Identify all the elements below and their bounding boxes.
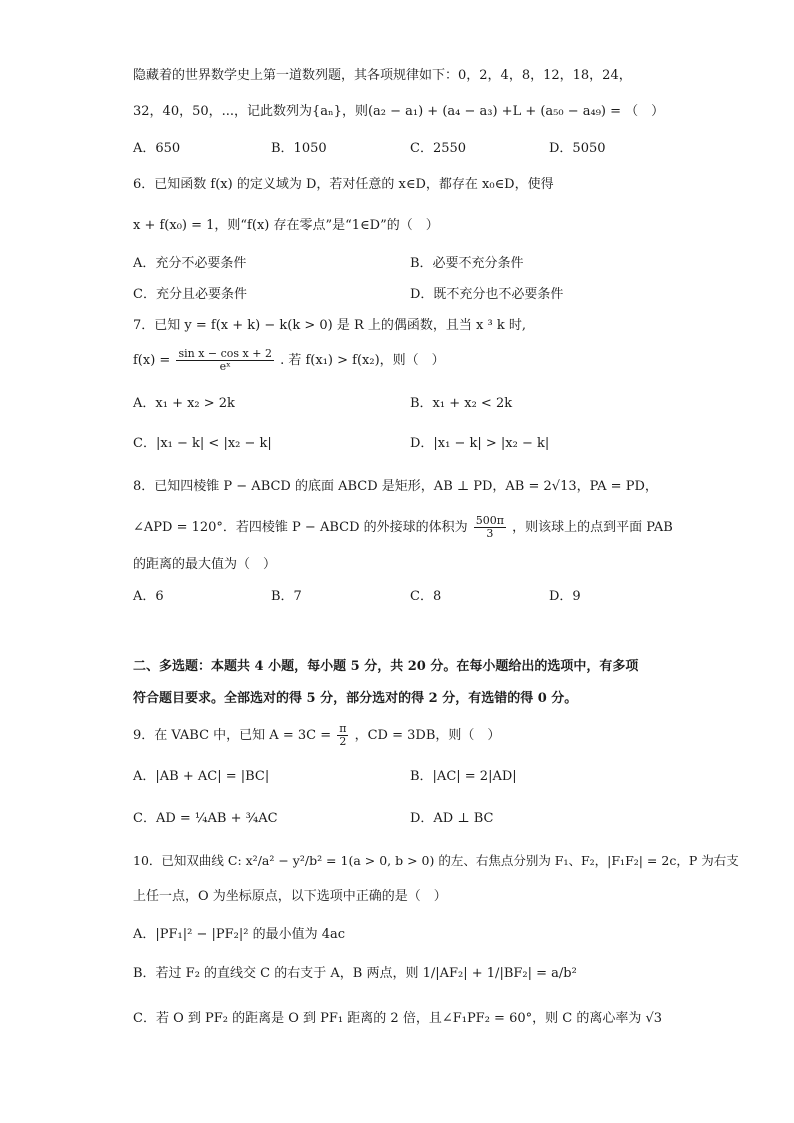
q7-option-c: C．|x₁ − k| < |x₂ − k| bbox=[133, 436, 272, 451]
q8-stem-suffix: ，则该球上的点到平面 PAB bbox=[512, 520, 673, 535]
q7-condition: . 若 f(x₁) > f(x₂)，则（ ） bbox=[280, 353, 445, 368]
q7-stem-line2 bbox=[133, 348, 445, 374]
section2-header-line1: 二、多选题：本题共 4 小题，每小题 5 分，共 20 分。在每小题给出的选项中，有多项 bbox=[133, 659, 639, 674]
q9-option-b: B．|AC| = 2|AD| bbox=[410, 769, 517, 784]
q6-stem-line2: x + f(x₀) = 1，则“f(x) 存在零点”是“1∈D”的（ ） bbox=[133, 218, 439, 233]
q8-option-d: D．9 bbox=[549, 589, 581, 604]
q7-fraction bbox=[176, 348, 274, 373]
q9-fraction bbox=[337, 723, 348, 748]
q8-fraction-denominator: 3 bbox=[486, 527, 494, 540]
q6-option-b: B．必要不充分条件 bbox=[410, 256, 524, 271]
q6-option-d: D．既不充分也不必要条件 bbox=[410, 287, 564, 302]
q7-option-a: A．x₁ + x₂ > 2k bbox=[133, 396, 235, 411]
q5-option-a: A．650 bbox=[133, 141, 181, 156]
q8-stem-line2 bbox=[133, 513, 673, 543]
q7-fraction-numerator: sin x − cos x + 2 bbox=[178, 347, 272, 360]
q7-option-d: D．|x₁ − k| > |x₂ − k| bbox=[410, 436, 550, 451]
q9-stem-prefix: 9．在 VABC 中，已知 A = 3C = bbox=[133, 728, 332, 743]
q8-option-a: A．6 bbox=[133, 589, 164, 604]
q10-stem-line2: 上任一点，O 为坐标原点，以下选项中正确的是（ ） bbox=[133, 889, 447, 904]
q8-stem-line1: 8．已知四棱锥 P − ABCD 的底面 ABCD 是矩形，AB ⊥ PD，AB = 2√13，PA = PD， bbox=[133, 479, 658, 494]
q5-stem-line1: 隐藏着的世界数学史上第一道数列题，其各项规律如下：0，2，4，8，12，18，24， bbox=[133, 68, 632, 83]
q8-option-b: B．7 bbox=[271, 589, 302, 604]
q9-option-c: C．AD = ¼AB + ¾AC bbox=[133, 811, 278, 826]
q10-stem-line1: 10．已知双曲线 C: x²/a² − y²/b² = 1(a > 0, b > 0) 的左、右焦点分别为 F₁、F₂，|F₁F₂| = 2c，P 为右支 bbox=[133, 853, 739, 868]
q6-option-c: C．充分且必要条件 bbox=[133, 287, 247, 302]
q9-stem-suffix: ，CD = 3DB，则（ ） bbox=[354, 728, 501, 743]
q5-option-b: B．1050 bbox=[271, 141, 327, 156]
q8-option-c: C．8 bbox=[410, 589, 442, 604]
q7-stem-line1: 7．已知 y = f(x + k) − k(k > 0) 是 R 上的偶函数，且当 x ³ k 时, bbox=[133, 318, 526, 333]
q6-stem-line1: 6．已知函数 f(x) 的定义域为 D，若对任意的 x∈D，都存在 x₀∈D，使得 bbox=[133, 177, 554, 192]
q6-option-a: A．充分不必要条件 bbox=[133, 256, 247, 271]
q7-fx-label: f(x) = bbox=[133, 353, 171, 368]
q10-option-b: B．若过 F₂ 的直线交 C 的右支于 A，B 两点，则 1/|AF₂| + 1/|BF₂| = a/b² bbox=[133, 966, 577, 981]
q5-option-d: D．5050 bbox=[549, 141, 606, 156]
q8-stem-line3: 的距离的最大值为（ ） bbox=[133, 557, 277, 572]
q9-fraction-numerator: π bbox=[339, 722, 347, 735]
q9-option-d: D．AD ⊥ BC bbox=[410, 811, 494, 826]
q5-option-c: C．2550 bbox=[410, 141, 467, 156]
q8-fraction-numerator: 500π bbox=[475, 514, 505, 527]
section2-header-line2: 符合题目要求。全部选对的得 5 分，部分选对的得 2 分，有选错的得 0 分。 bbox=[133, 691, 578, 706]
q10-option-a: A．|PF₁|² − |PF₂|² 的最小值为 4ac bbox=[133, 927, 346, 942]
q9-stem-line1 bbox=[133, 722, 500, 750]
q9-option-a: A．|AB + AC| = |BC| bbox=[133, 769, 270, 784]
q5-stem-line2: 32，40，50，...，记此数列为{aₙ}，则(a₂ − a₁) + (a₄ − a₃) +L + (a₅₀ − a₄₉) = （ ） bbox=[133, 104, 665, 119]
q8-fraction bbox=[474, 515, 506, 540]
q7-option-b: B．x₁ + x₂ < 2k bbox=[410, 396, 513, 411]
q8-stem-prefix: ∠APD = 120°．若四棱锥 P − ABCD 的外接球的体积为 bbox=[133, 520, 468, 535]
q7-fraction-denominator: eˣ bbox=[219, 360, 231, 373]
q9-fraction-denominator: 2 bbox=[339, 735, 347, 748]
q10-option-c: C．若 O 到 PF₂ 的距离是 O 到 PF₁ 距离的 2 倍，且∠F₁PF₂ = 60°，则 C 的离心率为 √3 bbox=[133, 1011, 663, 1026]
